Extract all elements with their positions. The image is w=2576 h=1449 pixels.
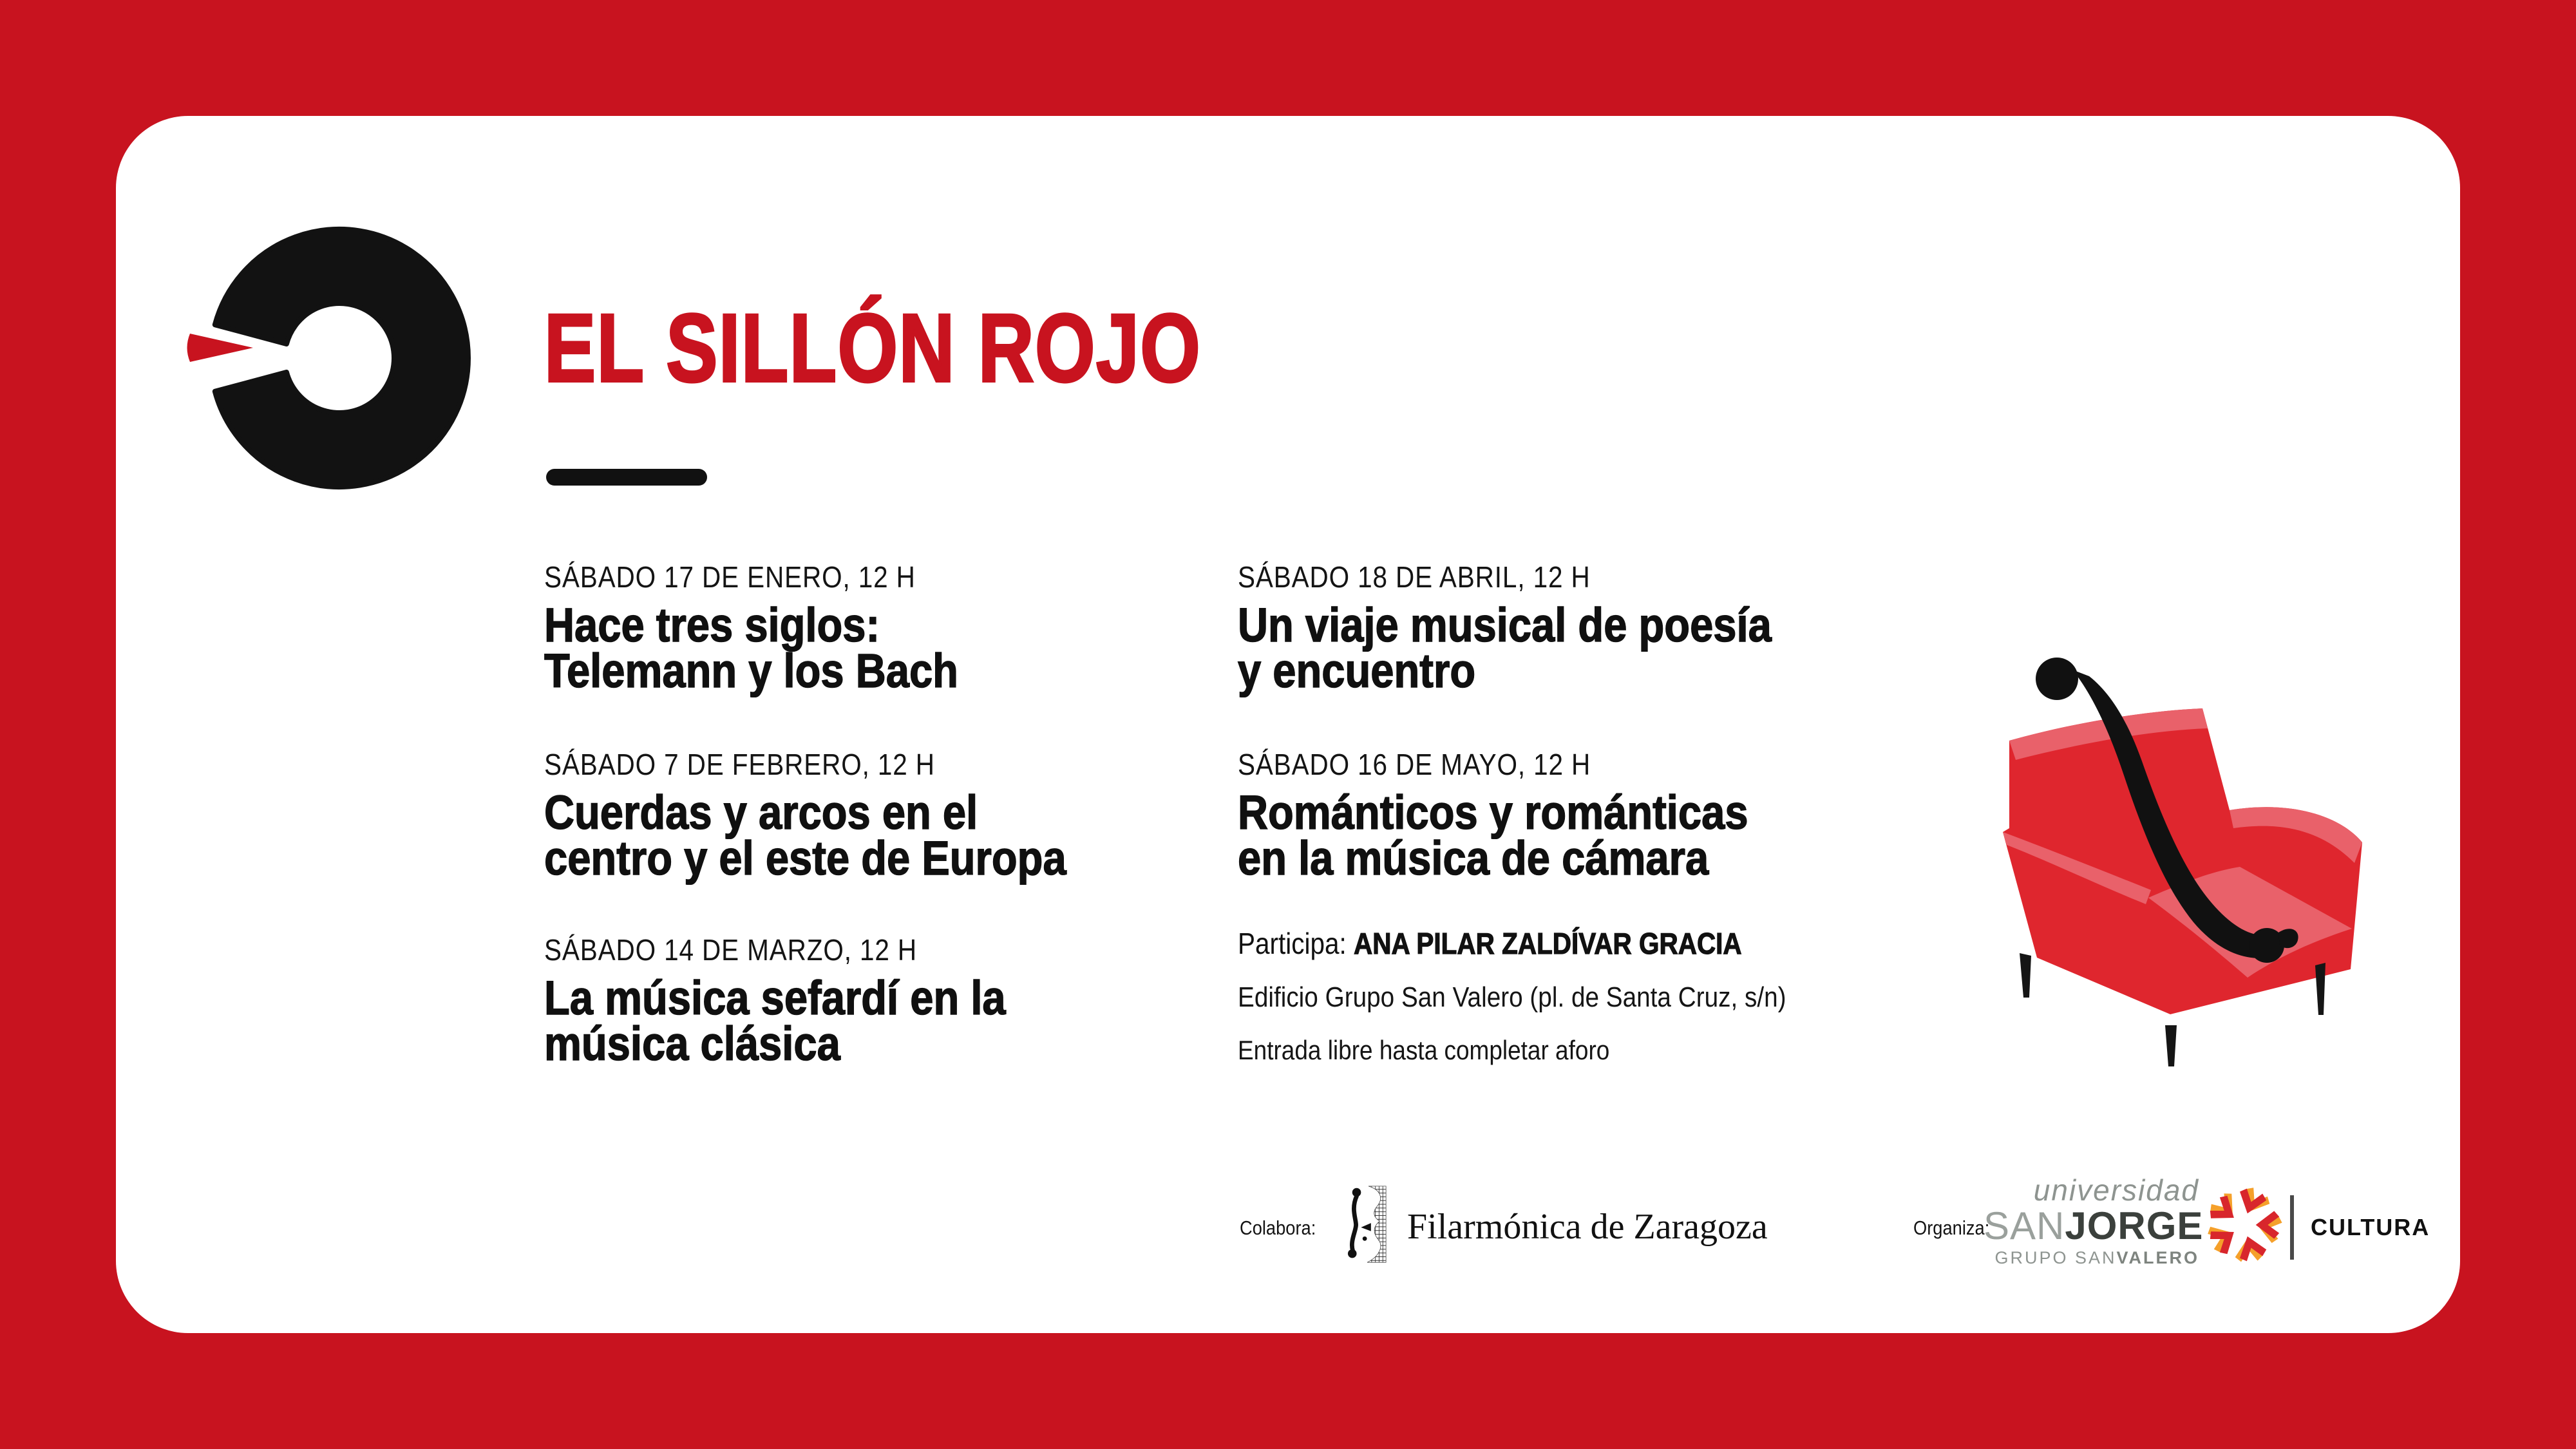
event-title-line: Un viaje musical de poesía xyxy=(1238,598,1772,652)
chair-leg xyxy=(2315,963,2325,1015)
usj-star-icon xyxy=(2202,1184,2285,1266)
title-dash xyxy=(546,469,707,486)
event-mayo xyxy=(1238,748,1946,885)
chair-leg xyxy=(2165,1025,2177,1066)
admission-line: Entrada libre hasta completar aforo xyxy=(1238,1035,1610,1065)
universidad-san-jorge-logo xyxy=(1984,1173,2204,1267)
event-title-line: La música sefardí en la xyxy=(544,971,1006,1025)
event-febrero xyxy=(544,748,1253,885)
event-title-line: Cuerdas y arcos en el xyxy=(544,786,978,839)
red-armchair-illustration xyxy=(1990,644,2370,1069)
event-title-line: Románticos y románticas xyxy=(1238,786,1748,839)
violin-fhole-icon xyxy=(1340,1184,1396,1266)
usj-jorge: JORGE xyxy=(2065,1204,2204,1247)
event-marzo xyxy=(544,933,1253,1070)
event-title-line: y encuentro xyxy=(1238,644,1476,697)
chair-leg xyxy=(2020,953,2031,998)
event-title-line: centro y el este de Europa xyxy=(544,831,1066,885)
venue-line: Edificio Grupo San Valero (pl. de Santa Cruz, s/n) xyxy=(1238,981,1786,1013)
event-date: SÁBADO 16 DE MAYO, 12 H xyxy=(1238,748,1591,781)
logo-divider xyxy=(2290,1195,2294,1260)
poster-card xyxy=(116,116,2460,1333)
cultura-label: CULTURA xyxy=(2311,1214,2430,1240)
usj-grupo-san: GRUPO SAN xyxy=(1994,1248,2117,1267)
event-title-line: música clásica xyxy=(544,1017,840,1070)
event-date: SÁBADO 7 DE FEBRERO, 12 H xyxy=(544,748,935,781)
event-enero xyxy=(544,560,1253,697)
participa-label: Participa: xyxy=(1238,927,1354,960)
usj-valero: VALERO xyxy=(2116,1248,2199,1267)
participa-name: ANA PILAR ZALDÍVAR GRACIA xyxy=(1353,927,1742,960)
filarmonica-logotype: Filarmónica de Zaragoza xyxy=(1407,1207,1768,1247)
event-date: SÁBADO 17 DE ENERO, 12 H xyxy=(544,560,916,594)
event-title-line: Telemann y los Bach xyxy=(544,644,958,697)
organiza-label: Organiza: xyxy=(1913,1217,1990,1239)
event-title-line: Hace tres siglos: xyxy=(544,598,880,652)
c-logo-red-wedge xyxy=(187,334,254,362)
participa-line xyxy=(1238,927,1742,960)
event-date: SÁBADO 18 DE ABRIL, 12 H xyxy=(1238,560,1591,594)
page-title: EL SILLÓN ROJO xyxy=(544,294,1202,402)
usj-universidad: universidad xyxy=(2033,1173,2199,1207)
colabora-label: Colabora: xyxy=(1240,1217,1316,1239)
event-date: SÁBADO 14 DE MARZO, 12 H xyxy=(544,933,918,967)
usj-san: SAN xyxy=(1984,1204,2065,1247)
c-logo-icon xyxy=(178,216,481,500)
event-abril xyxy=(1238,560,1946,697)
event-title-line: en la música de cámara xyxy=(1238,831,1709,885)
